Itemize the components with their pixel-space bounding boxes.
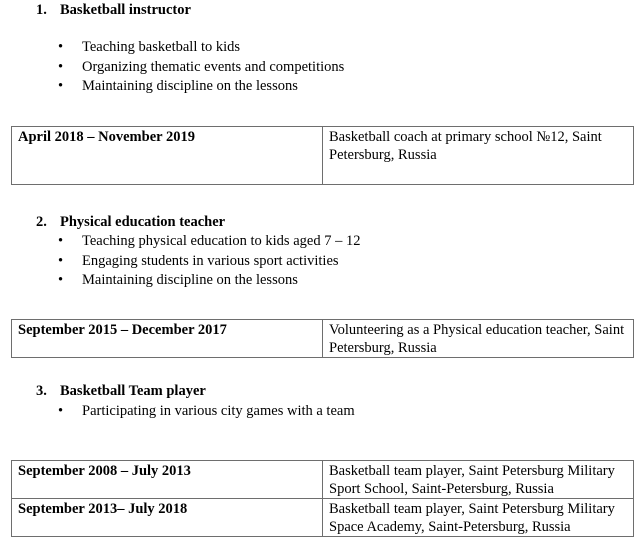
experience-table bbox=[11, 319, 634, 358]
period-cell: September 2008 – July 2013 bbox=[12, 461, 323, 499]
experience-table bbox=[11, 126, 634, 185]
section-number: 1. bbox=[36, 2, 47, 18]
section-title: Basketball Team player bbox=[60, 383, 206, 399]
table-row bbox=[12, 499, 634, 537]
list-item: • Maintaining discipline on the lessons bbox=[58, 78, 298, 94]
bullet-icon: • bbox=[58, 59, 64, 75]
section-number: 3. bbox=[36, 383, 47, 399]
list-item: • Teaching basketball to kids bbox=[58, 39, 241, 55]
table-row bbox=[12, 127, 634, 185]
table-row bbox=[12, 461, 634, 499]
section-number: 2. bbox=[36, 214, 47, 230]
section-title: Physical education teacher bbox=[60, 214, 226, 230]
period-cell: September 2013– July 2018 bbox=[12, 499, 323, 537]
table-row bbox=[12, 320, 634, 358]
description-cell: Basketball team player, Saint Petersburg Military Space Academy, Saint-Petersburg, Russia bbox=[323, 499, 634, 537]
section-heading bbox=[36, 2, 191, 19]
period-cell: April 2018 – November 2019 bbox=[12, 127, 323, 185]
period-cell: September 2015 – December 2017 bbox=[12, 320, 323, 358]
section-heading bbox=[36, 383, 206, 400]
description-cell: Volunteering as a Physical education teacher, Saint Petersburg, Russia bbox=[323, 320, 634, 358]
bullet-icon: • bbox=[58, 403, 64, 419]
bullet-icon: • bbox=[58, 39, 64, 55]
section-heading bbox=[36, 214, 225, 231]
list-item: • Teaching physical education to kids aged 7 – 12 bbox=[58, 233, 361, 249]
bullet-icon: • bbox=[58, 233, 64, 249]
list-item: • Maintaining discipline on the lessons bbox=[58, 272, 298, 288]
section-title: Basketball instructor bbox=[60, 2, 191, 18]
list-item: • Organizing thematic events and competitions bbox=[58, 59, 345, 75]
bullet-icon: • bbox=[58, 78, 64, 94]
bullet-icon: • bbox=[58, 272, 64, 288]
list-item: • Participating in various city games with a team bbox=[58, 403, 355, 419]
description-cell: Basketball team player, Saint Petersburg Military Sport School, Saint-Petersburg, Russia bbox=[323, 461, 634, 499]
list-item: • Engaging students in various sport activities bbox=[58, 253, 339, 269]
description-cell: Basketball coach at primary school №12, Saint Petersburg, Russia bbox=[323, 127, 634, 185]
bullet-icon: • bbox=[58, 253, 64, 269]
experience-table bbox=[11, 460, 634, 537]
